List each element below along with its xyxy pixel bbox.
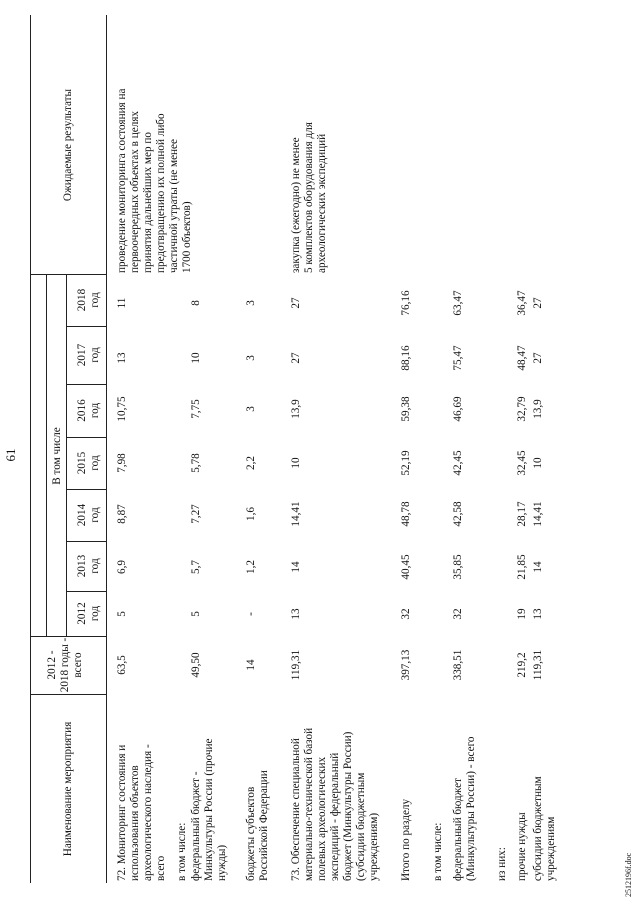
row-name: 73. Обеспечение специальной материально-технической базой полевых археологических экспедиций - федеральный бюджет (Минкультуры России) (субсидии бюджетным учреждениям)	[290, 727, 380, 881]
cell-2017: 48,47	[516, 345, 528, 371]
cell-2015: 10	[532, 457, 544, 469]
row-name: федеральный бюджет - Минкультуры России (прочие нужды)	[190, 738, 228, 881]
cell-2018: 27	[290, 297, 302, 309]
cell-total: 63,5	[116, 655, 128, 675]
row-name: в том числе:	[432, 822, 444, 881]
header-name: Наименование мероприятия	[62, 721, 74, 857]
table-top-rule	[30, 15, 31, 883]
cell-total: 338,51	[452, 649, 464, 681]
years-top-rule	[66, 275, 67, 637]
row-name: субсидии бюджетным учреждениям	[532, 776, 557, 881]
row-name: Итого по разделу	[400, 798, 412, 881]
cell-2018: 63,47	[452, 290, 464, 316]
cell-2016: 46,69	[452, 396, 464, 422]
header-year-2014: 2014 год	[76, 503, 101, 527]
cell-2012: 13	[290, 608, 302, 620]
cell-2015: 52,19	[400, 450, 412, 476]
cell-2012: 13	[532, 608, 544, 620]
cell-2014: 8,87	[116, 504, 128, 524]
header-year-2015: 2015 год	[76, 451, 101, 475]
cell-total: 14	[245, 659, 257, 671]
row-name: в том числе:	[176, 822, 188, 881]
cell-2014: 48,78	[400, 501, 412, 527]
cell-2017: 10	[190, 352, 202, 364]
cell-2017: 27	[290, 352, 302, 364]
cell-2012: 32	[452, 608, 464, 620]
cell-2017: 13	[116, 352, 128, 364]
cell-2017: 27	[532, 352, 544, 364]
cell-2013: 35,85	[452, 554, 464, 580]
header-year-2018: 2018 год	[76, 288, 101, 312]
cell-2013: 21,85	[516, 554, 528, 580]
cell-2016: 13,9	[532, 399, 544, 419]
row-name: бюджеты субъектов Российской Федерации	[245, 770, 270, 881]
header-year-2013: 2013 год	[76, 554, 101, 578]
cell-2013: 1,2	[245, 560, 257, 574]
cell-2014: 7,27	[190, 504, 202, 524]
group-top-rule	[46, 275, 47, 637]
cell-2018: 27	[532, 297, 544, 309]
cell-2018: 11	[116, 297, 128, 309]
cell-2018: 76,16	[400, 290, 412, 316]
header-total: 2012 - 2018 годы - всего	[46, 637, 84, 693]
row-result: закупка (ежегодно) не менее 5 комплектов оборудования для археологических экспедиций	[290, 122, 328, 273]
cell-2015: 32,45	[516, 450, 528, 476]
cell-2016: 32,79	[516, 396, 528, 422]
cell-2012: -	[245, 612, 257, 616]
page-number: 61	[3, 448, 18, 462]
cell-2015: 42,45	[452, 450, 464, 476]
header-year-2016: 2016 год	[76, 399, 101, 422]
cell-2013: 6,9	[116, 560, 128, 574]
header-bottom-rule	[106, 15, 107, 883]
cell-2014: 14,41	[290, 501, 302, 527]
cell-total: 49,50	[190, 652, 202, 678]
cell-2014: 28,17	[516, 501, 528, 527]
row-name: 72. Мониторинг состояния и использования объектов археологического наследия - всего	[116, 744, 167, 881]
cell-2015: 5,78	[190, 453, 202, 473]
cell-2017: 75,47	[452, 345, 464, 371]
cell-total: 119,31	[532, 649, 544, 681]
cell-2018: 8	[190, 300, 202, 306]
header-results: Ожидаемые результаты	[62, 88, 74, 202]
cell-2015: 10	[290, 457, 302, 469]
cell-total: 397,13	[400, 649, 412, 681]
row-result: проведение мониторинга состояния на первоочередных объектах в целях принятия дальнейших мер по предотвращению их полной либо частичной утраты (не менее 1700 объектов)	[116, 88, 193, 273]
cell-2015: 7,98	[116, 453, 128, 473]
row-name: из них:	[496, 847, 508, 881]
cell-2016: 59,38	[400, 396, 412, 422]
cell-2013: 5,7	[190, 560, 202, 574]
cell-2016: 10,75	[116, 396, 128, 422]
cell-total: 119,31	[290, 649, 302, 681]
cell-2016: 3	[245, 406, 257, 412]
row-name: прочие нужды	[516, 812, 528, 881]
cell-2014: 14,41	[532, 501, 544, 527]
cell-2017: 88,16	[400, 345, 412, 371]
cell-2014: 1,6	[245, 507, 257, 521]
header-in-total: В том числе	[51, 427, 63, 485]
cell-2016: 7,75	[190, 399, 202, 419]
cell-2012: 5	[190, 611, 202, 617]
header-year-2012: 2012 год	[76, 602, 101, 625]
footer-filename: 2512196f.doc	[624, 852, 633, 897]
cell-2013: 14	[532, 561, 544, 573]
cell-2018: 3	[245, 300, 257, 306]
cell-2015: 2,2	[245, 456, 257, 470]
cell-2013: 14	[290, 561, 302, 573]
cell-2016: 13,9	[290, 399, 302, 419]
cell-2012: 19	[516, 608, 528, 620]
cell-2013: 40,45	[400, 554, 412, 580]
row-name: федеральный бюджет (Минкультуры России) - всего	[452, 736, 477, 881]
cell-2014: 42,58	[452, 501, 464, 527]
header-year-2017: 2017 год	[76, 343, 101, 367]
col-divider-name	[30, 694, 106, 695]
cell-2012: 32	[400, 608, 412, 620]
cell-total: 219,2	[516, 652, 528, 678]
cell-2017: 3	[245, 355, 257, 361]
cell-2018: 36,47	[516, 290, 528, 316]
cell-2012: 5	[116, 611, 128, 617]
